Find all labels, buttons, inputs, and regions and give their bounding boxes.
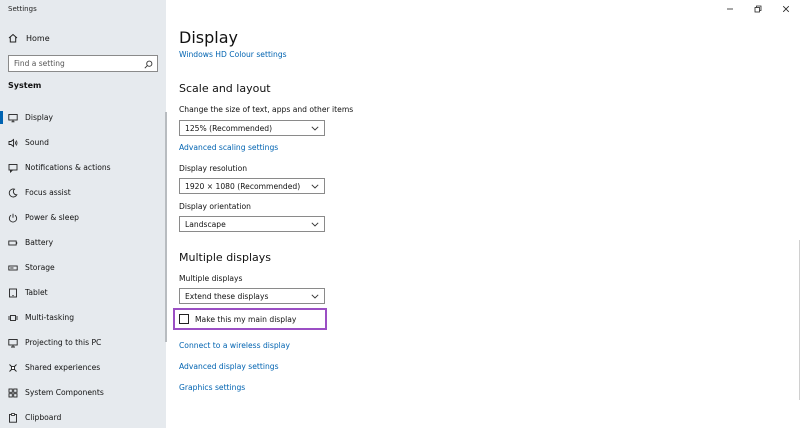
storage-icon xyxy=(8,263,20,273)
close-icon xyxy=(782,5,790,13)
multiple-displays-heading: Multiple displays xyxy=(179,251,271,264)
orientation-dropdown[interactable] xyxy=(179,216,325,232)
multiple-displays-dropdown[interactable] xyxy=(179,288,325,304)
search-box[interactable] xyxy=(8,55,158,72)
sidebar-nav xyxy=(0,105,166,428)
sidebar-item-clipboard[interactable] xyxy=(0,405,166,428)
shared-icon xyxy=(8,363,20,373)
sidebar-item-label: Tablet xyxy=(25,288,48,297)
sidebar-item-label: Power & sleep xyxy=(25,213,79,222)
graphics-settings-link[interactable]: Graphics settings xyxy=(179,383,246,392)
sidebar-item-tablet[interactable] xyxy=(0,280,166,305)
home-icon xyxy=(8,33,20,43)
home-link[interactable] xyxy=(8,31,50,45)
orientation-dropdown-value: Landscape xyxy=(185,219,226,229)
sidebar-item-notifications[interactable] xyxy=(0,155,166,180)
power-icon xyxy=(8,213,20,223)
resolution-label: Display resolution xyxy=(179,164,248,173)
main-display-option[interactable] xyxy=(179,314,296,324)
main-content xyxy=(179,0,779,428)
advanced-scaling-link[interactable]: Advanced scaling settings xyxy=(179,143,279,152)
chevron-down-icon xyxy=(311,294,319,299)
scale-layout-heading: Scale and layout xyxy=(179,82,271,95)
sidebar-item-label: Storage xyxy=(25,263,55,272)
projector-icon xyxy=(8,338,20,348)
sidebar-item-sound[interactable] xyxy=(0,130,166,155)
search-icon[interactable] xyxy=(144,54,153,73)
app-title: Settings xyxy=(8,5,37,13)
advanced-display-link[interactable]: Advanced display settings xyxy=(179,362,279,371)
section-label-system: System xyxy=(8,81,42,90)
sidebar-item-shared-experiences[interactable] xyxy=(0,355,166,380)
chevron-down-icon xyxy=(311,126,319,131)
page-title: Display xyxy=(179,28,238,47)
sidebar-item-label: System Components xyxy=(25,388,104,397)
sidebar-item-storage[interactable] xyxy=(0,255,166,280)
sidebar-item-label: Battery xyxy=(25,238,54,247)
orientation-label: Display orientation xyxy=(179,202,251,211)
sidebar-item-focus-assist[interactable] xyxy=(0,180,166,205)
sidebar-item-power-sleep[interactable] xyxy=(0,205,166,230)
clipboard-icon xyxy=(8,413,20,423)
sidebar-item-label: Sound xyxy=(25,138,49,147)
sidebar-item-system-components[interactable] xyxy=(0,380,166,405)
multitasking-icon xyxy=(8,313,20,323)
sidebar-item-label: Projecting to this PC xyxy=(25,338,102,347)
battery-icon xyxy=(8,238,20,248)
resolution-dropdown[interactable] xyxy=(179,178,325,194)
monitor-icon xyxy=(8,113,20,123)
sidebar-item-battery[interactable] xyxy=(0,230,166,255)
sidebar-item-display[interactable] xyxy=(0,105,166,130)
sidebar-item-label: Multi-tasking xyxy=(25,313,75,322)
moon-icon xyxy=(8,188,20,198)
resolution-dropdown-value: 1920 × 1080 (Recommended) xyxy=(185,181,301,191)
sidebar-item-label: Display xyxy=(25,113,53,122)
multiple-displays-dropdown-value: Extend these displays xyxy=(185,291,269,301)
sidebar-item-multi-tasking[interactable] xyxy=(0,305,166,330)
sidebar-item-label: Notifications & actions xyxy=(25,163,111,172)
chevron-down-icon xyxy=(311,184,319,189)
search-input[interactable] xyxy=(14,59,134,68)
wireless-display-link[interactable]: Connect to a wireless display xyxy=(179,341,290,350)
main-display-checkbox-label: Make this my main display xyxy=(195,314,297,324)
home-label: Home xyxy=(26,33,50,43)
speaker-icon xyxy=(8,138,20,148)
chevron-down-icon xyxy=(311,222,319,227)
components-icon xyxy=(8,388,20,398)
sidebar-item-label: Clipboard xyxy=(25,413,62,422)
sidebar-item-label: Focus assist xyxy=(25,188,71,197)
notification-icon xyxy=(8,163,20,173)
scale-dropdown[interactable] xyxy=(179,120,325,136)
hd-colour-settings-link[interactable]: Windows HD Colour settings xyxy=(179,50,287,59)
sidebar-item-projecting[interactable] xyxy=(0,330,166,355)
sidebar xyxy=(0,0,166,428)
sidebar-item-label: Shared experiences xyxy=(25,363,101,372)
scale-dropdown-value: 125% (Recommended) xyxy=(185,123,273,133)
scale-label: Change the size of text, apps and other items xyxy=(179,105,354,114)
sidebar-scrollbar[interactable] xyxy=(165,112,167,342)
tablet-icon xyxy=(8,288,20,298)
main-display-checkbox[interactable] xyxy=(179,314,189,324)
multiple-displays-label: Multiple displays xyxy=(179,274,243,283)
